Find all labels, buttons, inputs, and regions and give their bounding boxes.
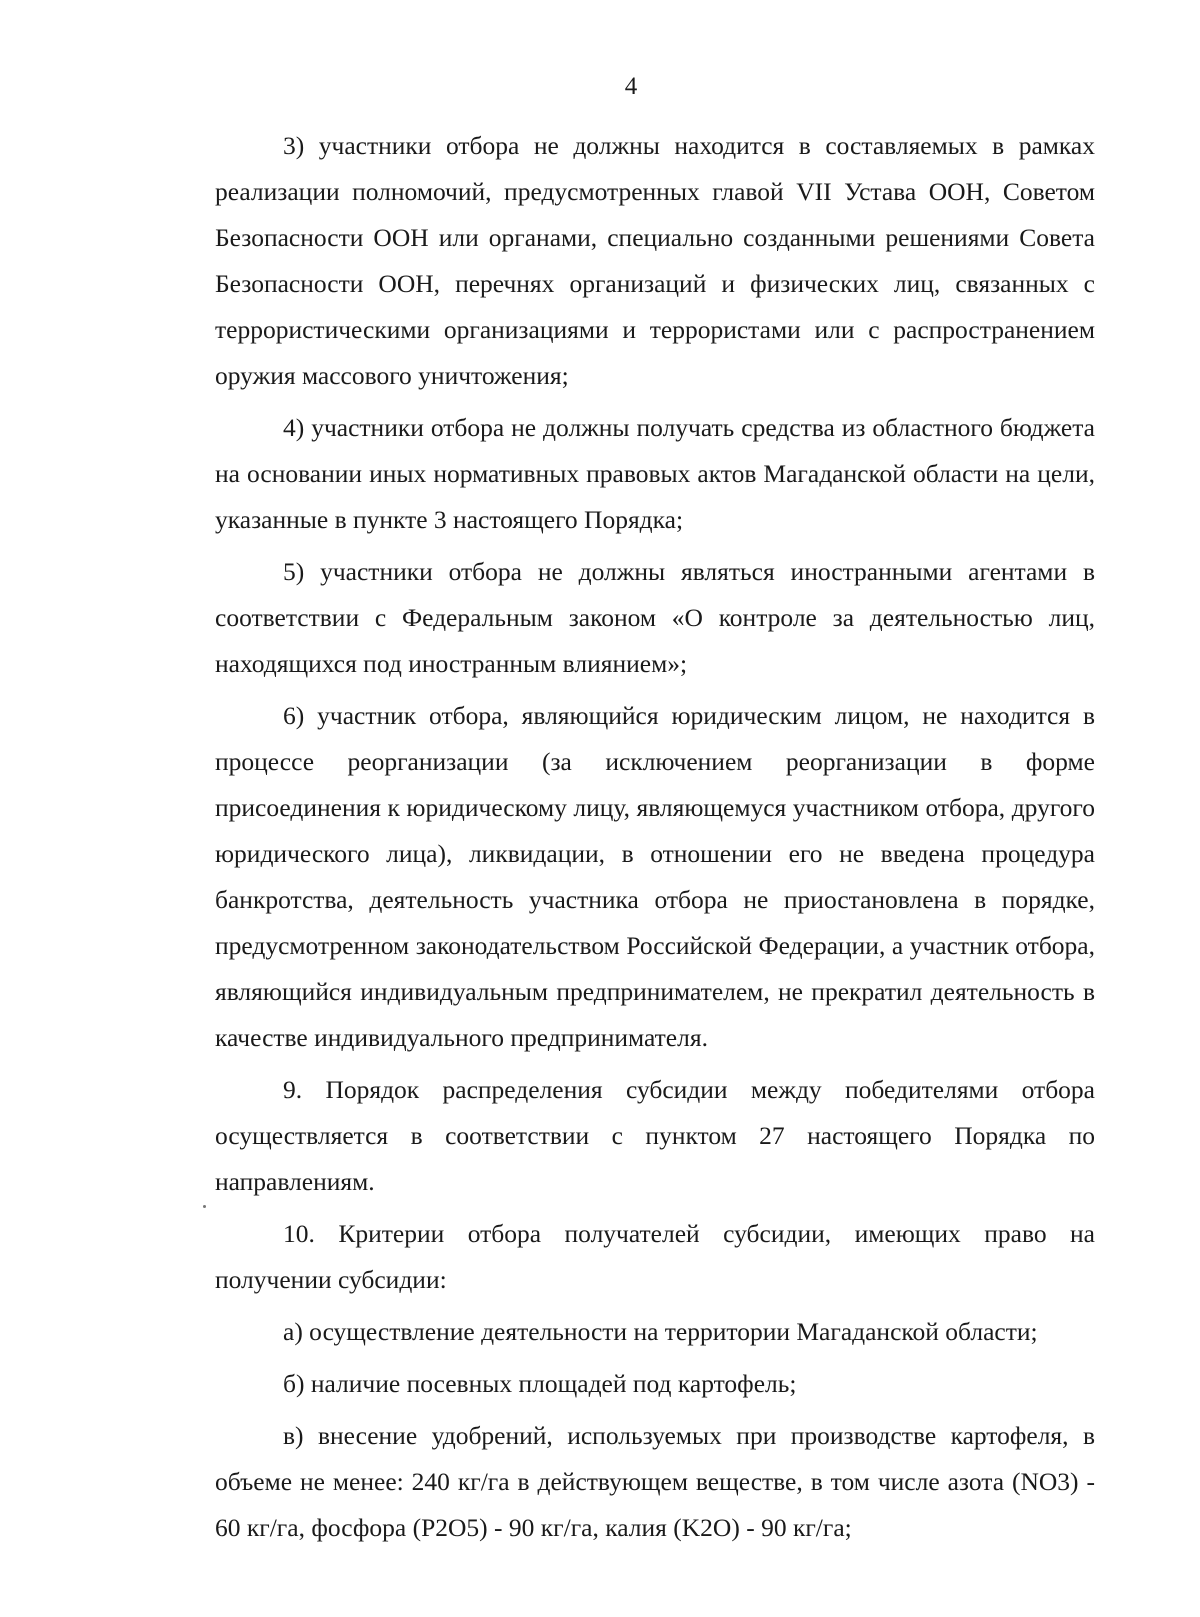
document-body [215,123,1095,1551]
paragraph-clause-3: 3) участники отбора не должны находится в составляемых в рамках реализации полномочий, предусмотренных главой VII Устава ООН, Советом Безопасности ООН или органами, специально созданными решениями Совета Безопасности ООН, перечнях организаций и физических лиц, связанных с террористическими организациями и террористами или с распространением оружия массового уничтожения; [215,131,1095,390]
paragraph-clause-5: 5) участники отбора не должны являться иностранными агентами в соответствии с Федеральным законом «О контроле за деятельностью лиц, находящихся под иностранным влиянием»; [215,557,1095,678]
paragraph-criterion-a: а) осуществление деятельности на территории Магаданской области; [283,1317,1038,1346]
paragraph-clause-6: 6) участник отбора, являющийся юридическим лицом, не находится в процессе реорганизации (за исключением реорганизации в форме присоединения к юридическому лицу, являющемуся участником отбора, другого юридического лица), ликвидации, в отношении его не введена процедура банкротства, деятельность участника отбора не приостановлена в порядке, предусмотренном законодательством Российской Федерации, а участник отбора, являющийся индивидуальным предпринимателем, не прекратил деятельность в качестве индивидуального предпринимателя. [215,701,1095,1052]
paragraph-section-9: 9. Порядок распределения субсидии между победителями отбора осуществляется в соответствии с пунктом 27 настоящего Порядка по направлениям. [215,1075,1095,1196]
page-number: 4 [624,73,638,100]
paragraph-section-10: 10. Критерии отбора получателей субсидии, имеющих право на получении субсидии: [215,1219,1095,1294]
scan-speck [203,1205,206,1208]
paragraph-clause-4: 4) участники отбора не должны получать средства из областного бюджета на основании иных нормативных правовых актов Магаданской области на цели, указанные в пункте 3 настоящего Порядка; [215,413,1095,534]
paragraph-criterion-b: б) наличие посевных площадей под картофель; [283,1369,797,1398]
paragraph-criterion-v: в) внесение удобрений, используемых при производстве картофеля, в объеме не менее: 240 кг/га в действующем веществе, в том числе азота (NO3) - 60 кг/га, фосфора (P2O5) - 90 кг/га, калия (K2O) - 90 кг/га; [215,1421,1095,1542]
